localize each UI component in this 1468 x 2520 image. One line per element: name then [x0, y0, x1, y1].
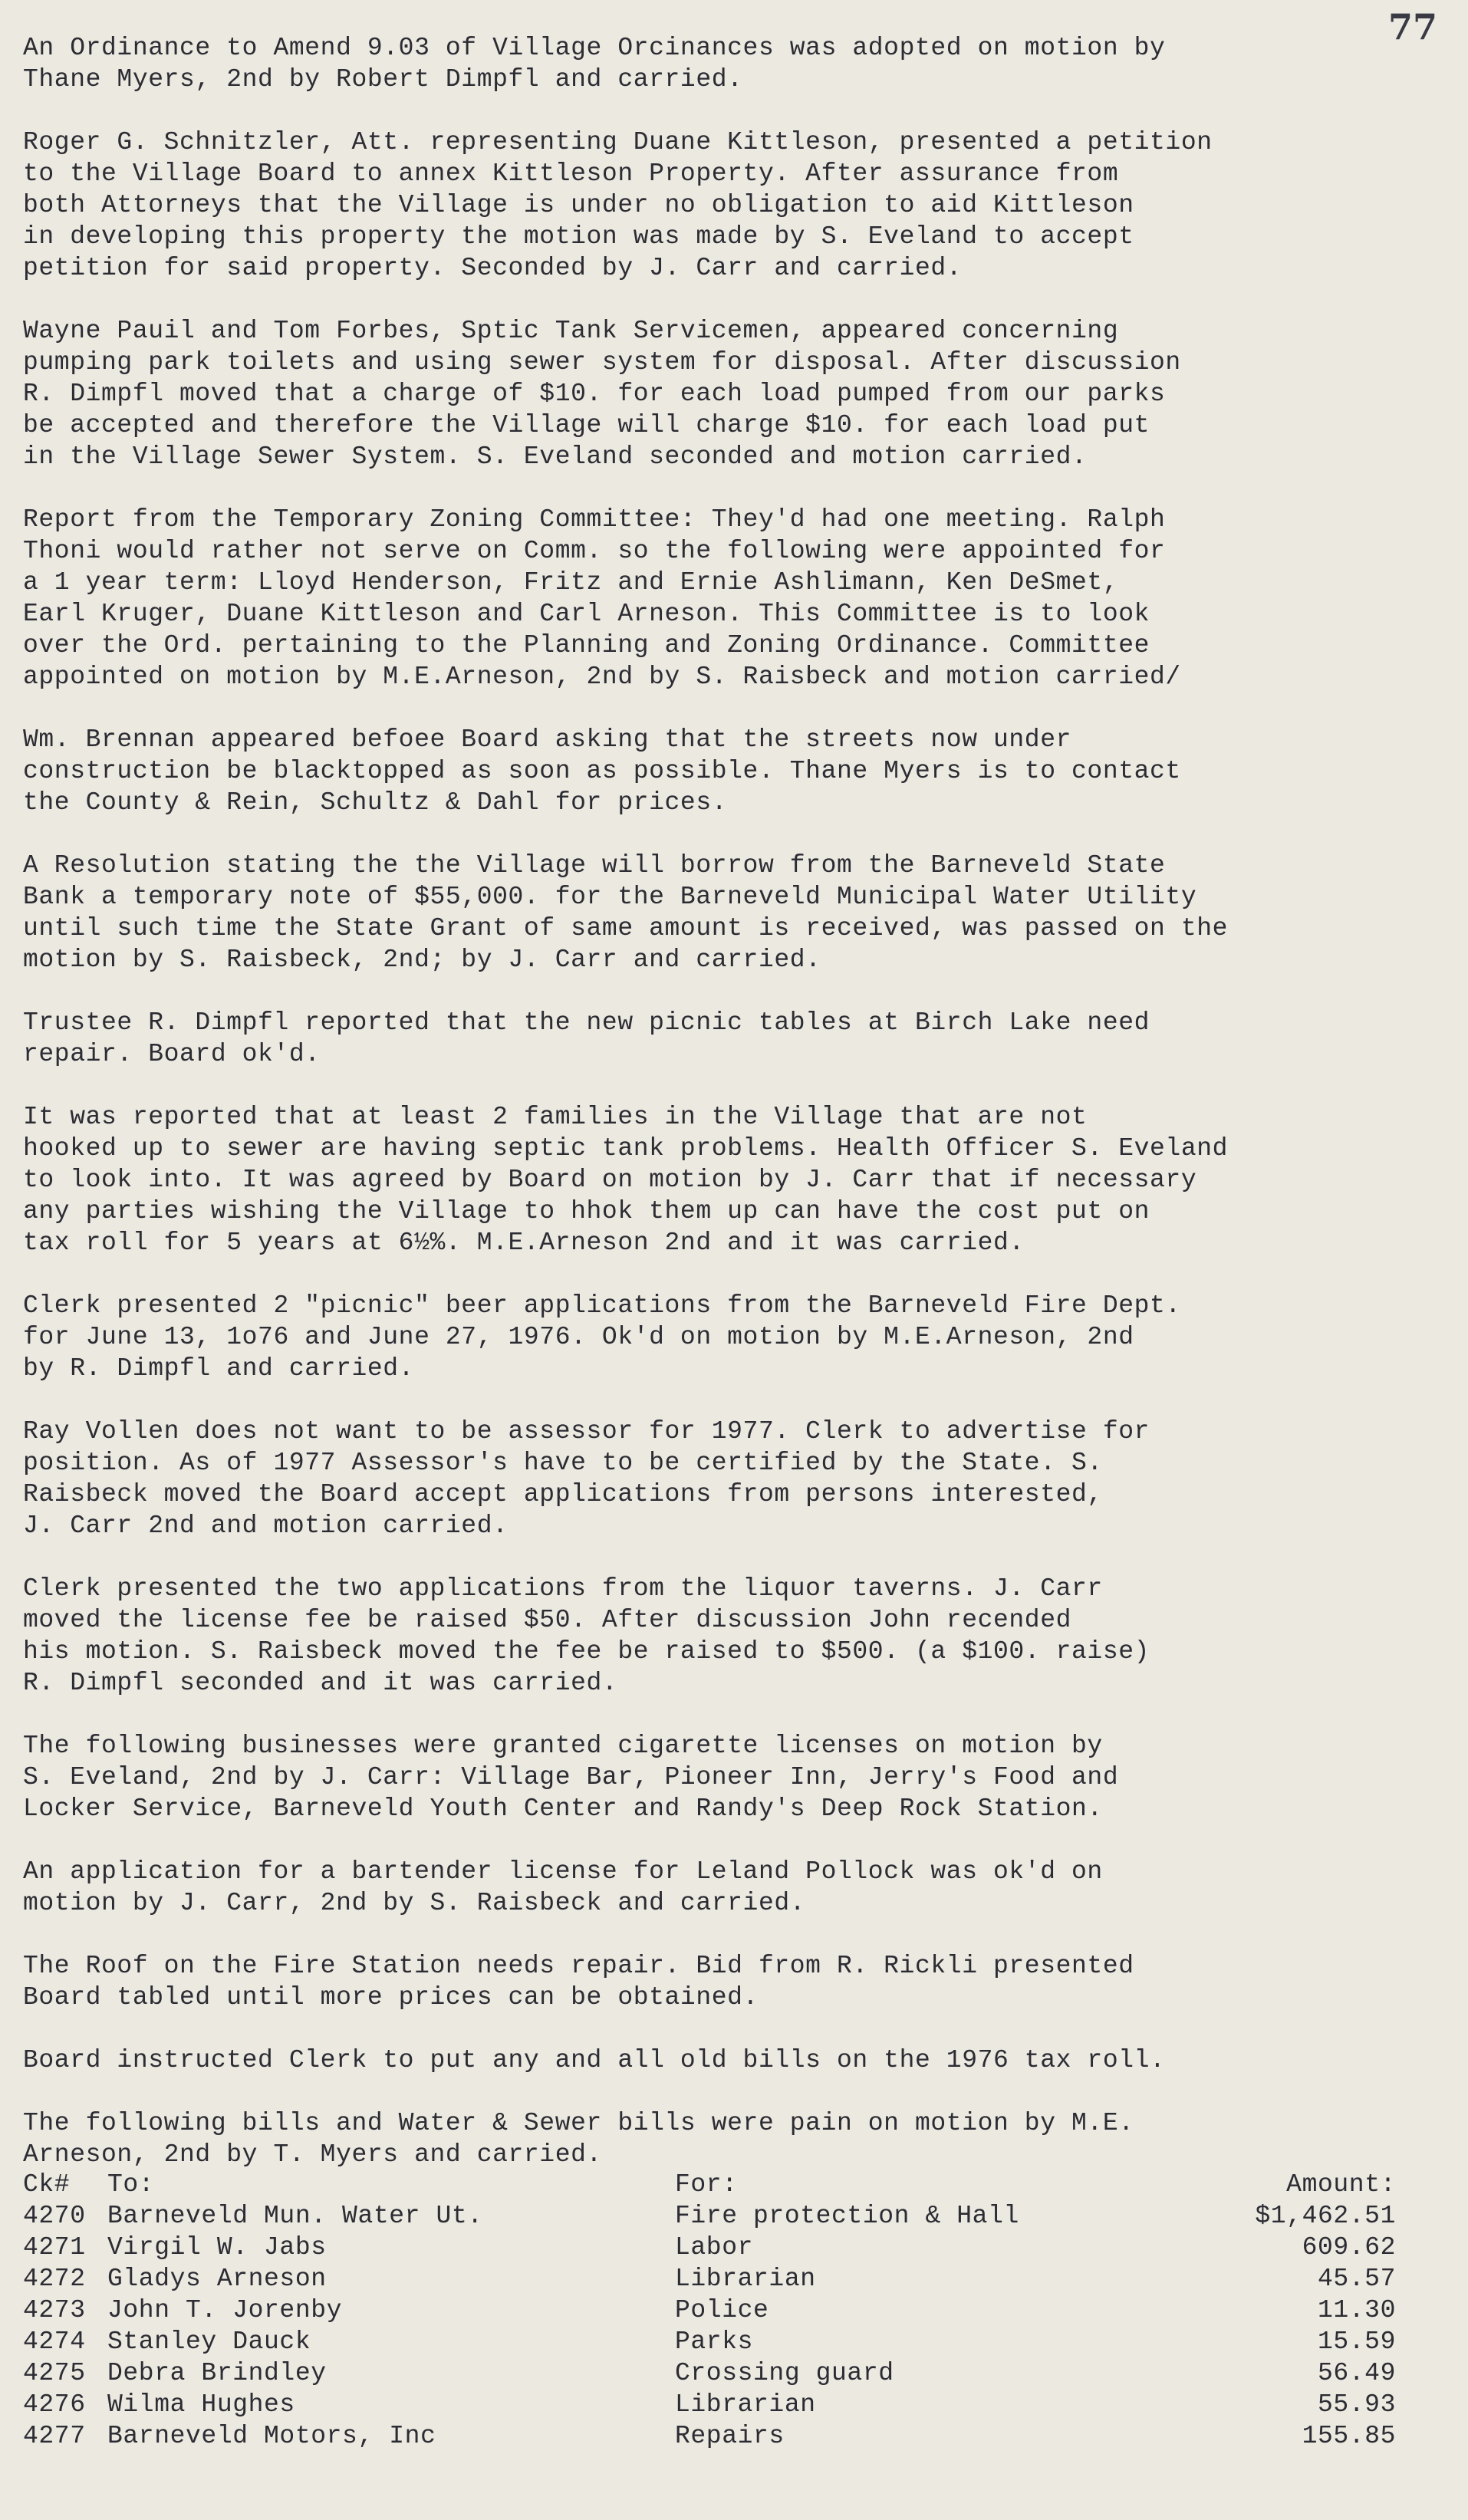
- table-row: [23, 2357, 1450, 2389]
- paragraph-beer-applications: Clerk presented 2 "picnic" beer applications from the Barneveld Fire Dept. for June 13, 1o76 and June 27, 1976. Ok'd on motion by M.E.Arneson, 2nd by R. Dimpfl and carried.: [23, 1291, 1181, 1383]
- table-row: [23, 2420, 1450, 2452]
- amount: 11.30: [1317, 2296, 1396, 2324]
- check-number: 4275: [23, 2359, 86, 2387]
- check-number: 4277: [23, 2422, 86, 2450]
- header-to: To:: [107, 2170, 155, 2199]
- paragraph-fire-station-roof: The Roof on the Fire Station needs repair. Bid from R. Rickli presented Board tabled until more prices can be obtained.: [23, 1952, 1134, 2012]
- paragraph-assessor: Ray Vollen does not want to be assessor for 1977. Clerk to advertise for position. As of 1977 Assessor's have to be certified by the State. S. Raisbeck moved the Board accept applications from persons interested, J. Carr 2nd and motion carried.: [23, 1417, 1150, 1540]
- paragraph-ordinance-amendment: An Ordinance to Amend 9.03 of Village Orcinances was adopted on motion by Thane Myers, 2nd by Robert Dimpfl and carried.: [23, 34, 1166, 94]
- check-number: 4271: [23, 2233, 86, 2262]
- payee: Wilma Hughes: [107, 2390, 295, 2419]
- check-number: 4273: [23, 2296, 86, 2324]
- header-ck: Ck#: [23, 2170, 71, 2199]
- table-row: [23, 2389, 1450, 2420]
- amount: 609.62: [1302, 2233, 1396, 2262]
- payee: Barneveld Motors, Inc: [107, 2422, 436, 2450]
- paragraph-bills-motion: The following bills and Water & Sewer bills were pain on motion by M.E. Arneson, 2nd by T. Myers and carried.: [23, 2109, 1134, 2169]
- check-number: 4276: [23, 2390, 86, 2419]
- paragraph-old-bills: Board instructed Clerk to put any and all old bills on the 1976 tax roll.: [23, 2046, 1166, 2074]
- payee: John T. Jorenby: [107, 2296, 343, 2324]
- table-row: [23, 2295, 1450, 2326]
- payee: Debra Brindley: [107, 2359, 327, 2387]
- purpose: Parks: [675, 2328, 754, 2356]
- paragraph-kittleson-annexation: Roger G. Schnitzler, Att. representing Duane Kittleson, presented a petition to the Village Board to annex Kittleson Property. After assurance from both Attorneys that the Village is under no obligation to aid Kittleson in developing this property the motion was made by S. Eveland to accept petition for said property. Seconded by J. Carr and carried.: [23, 128, 1213, 282]
- table-row: [23, 2326, 1450, 2357]
- purpose: Crossing guard: [675, 2359, 894, 2387]
- table-row: [23, 2263, 1450, 2295]
- paragraph-liquor-license: Clerk presented the two applications from the liquor taverns. J. Carr moved the license fee be raised $50. After discussion John recended his motion. S. Raisbeck moved the fee be raised to $500. (a $100. raise) R. Dimpfl seconded and it was carried.: [23, 1574, 1150, 1697]
- paragraph-resolution-note: A Resolution stating the the Village will borrow from the Barneveld State Bank a temporary note of $55,000. for the Barneveld Municipal Water Utility until such time the State Grant of same amount is received, was passed on the motion by S. Raisbeck, 2nd; by J. Carr and carried.: [23, 851, 1229, 974]
- paragraph-septic-problems: It was reported that at least 2 families in the Village that are not hooked up to sewer are having septic tank problems. Health Officer S. Eveland to look into. It was agreed by Board on motion by J. Carr that if necessary any parties wishing the Village to hhok them up can have the cost put on tax roll for 5 years at 6½%. M.E.Arneson 2nd and it was carried.: [23, 1103, 1229, 1257]
- amount: 155.85: [1302, 2422, 1396, 2450]
- purpose: Repairs: [675, 2422, 785, 2450]
- purpose: Librarian: [675, 2265, 816, 2293]
- amount: 45.57: [1317, 2265, 1396, 2293]
- payee: Stanley Dauck: [107, 2328, 311, 2356]
- amount: 55.93: [1317, 2390, 1396, 2419]
- payee: Gladys Arneson: [107, 2265, 327, 2293]
- paragraph-blacktopping: Wm. Brennan appeared befoee Board asking that the streets now under construction be blacktopped as soon as possible. Thane Myers is to contact the County & Rein, Schultz & Dahl for prices.: [23, 725, 1181, 817]
- table-row: [23, 2232, 1450, 2263]
- paragraph-septic-servicemen: Wayne Pauil and Tom Forbes, Sptic Tank Servicemen, appeared concerning pumping park toilets and using sewer system for disposal. After discussion R. Dimpfl moved that a charge of $10. for each load pumped from our parks be accepted and therefore the Village will charge $10. for each load put in the Village Sewer System. S. Eveland seconded and motion carried.: [23, 317, 1181, 471]
- page-number: 77: [1387, 6, 1437, 48]
- table-row: [23, 2200, 1450, 2232]
- purpose: Librarian: [675, 2390, 816, 2419]
- bills-header-row: [23, 2169, 1450, 2200]
- header-amount: Amount:: [1286, 2170, 1396, 2199]
- paragraph-zoning-committee: Report from the Temporary Zoning Committee: They'd had one meeting. Ralph Thoni would rather not serve on Comm. so the following were appointed for a 1 year term: Lloyd Henderson, Fritz and Ernie Ashlimann, Ken DeSmet, Earl Kruger, Duane Kittleson and Carl Arneson. This Committee is to look over the Ord. pertaining to the Planning and Zoning Ordinance. Committee appointed on motion by M.E.Arneson, 2nd by S. Raisbeck and motion carried/: [23, 505, 1181, 691]
- purpose: Fire protection & Hall: [675, 2202, 1019, 2230]
- amount: 56.49: [1317, 2359, 1396, 2387]
- purpose: Labor: [675, 2233, 754, 2262]
- check-number: 4270: [23, 2202, 86, 2230]
- paragraph-bartender-license: An application for a bartender license for Leland Pollock was ok'd on motion by J. Carr, 2nd by S. Raisbeck and carried.: [23, 1857, 1103, 1917]
- bills-table: [23, 2169, 1450, 2452]
- header-for: For:: [675, 2170, 738, 2199]
- amount: $1,462.51: [1255, 2202, 1396, 2230]
- paragraph-picnic-tables: Trustee R. Dimpfl reported that the new picnic tables at Birch Lake need repair. Board ok'd.: [23, 1008, 1150, 1068]
- payee: Virgil W. Jabs: [107, 2233, 327, 2262]
- paragraph-cigarette-licenses: The following businesses were granted cigarette licenses on motion by S. Eveland, 2nd by J. Carr: Village Bar, Pioneer Inn, Jerry's Food and Locker Service, Barneveld Youth Center and Randy's Deep Rock Station.: [23, 1732, 1119, 1823]
- minutes-body: [23, 32, 1450, 2202]
- payee: Barneveld Mun. Water Ut.: [107, 2202, 483, 2230]
- amount: 15.59: [1317, 2328, 1396, 2356]
- check-number: 4272: [23, 2265, 86, 2293]
- purpose: Police: [675, 2296, 769, 2324]
- check-number: 4274: [23, 2328, 86, 2356]
